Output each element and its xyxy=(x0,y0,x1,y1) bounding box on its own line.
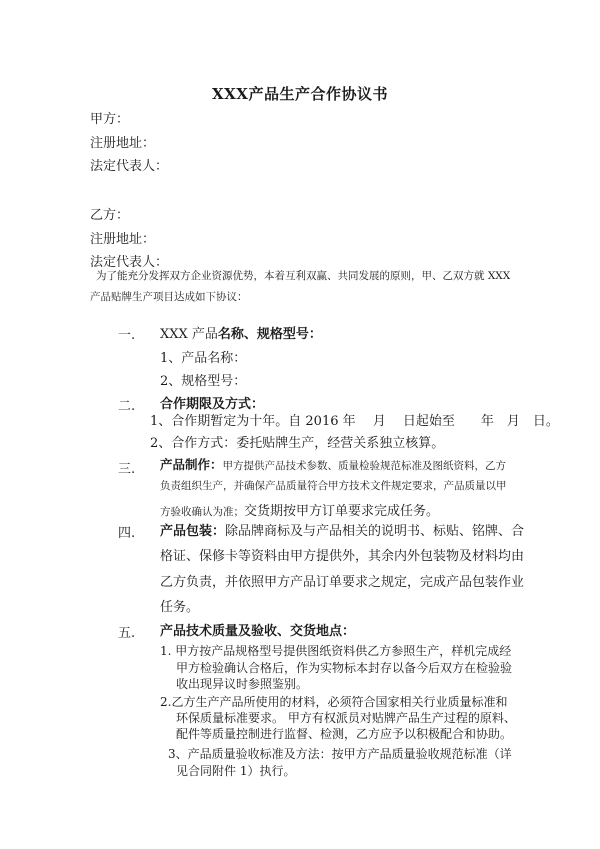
section-5-item-1-line-2: 甲方检验确认合格后，作为实物标本封存以备今后双方在检验验 xyxy=(176,661,513,675)
section-1-item-1: 1、产品名称： xyxy=(160,351,247,366)
party-a-address-label: 注册地址： xyxy=(90,136,156,151)
section-4-line-4: 任务。 xyxy=(160,600,200,615)
party-b-rep-label: 法定代表人： xyxy=(90,255,169,270)
section-5-item-1-line-1: 1. 甲方按产品规格型号提供图纸资料供乙方参照生产，样机完成经 xyxy=(160,644,512,658)
intro-line-1: 为了能充分发挥双方企业资源优势，本着互利双赢、共同发展的原则，甲、乙双方就 XXX xyxy=(96,270,511,282)
party-a-rep-label: 法定代表人： xyxy=(90,159,169,174)
section-2-item-2: 2、合作方式：委托贴牌生产，经营关系独立核算。 xyxy=(150,436,445,451)
section-5-item-1-line-3: 收出现异议时参照鉴别。 xyxy=(176,677,309,691)
section-5-item-2-line-3: 配件等质量控制进行监督、检测，乙方应予以积极配合和协助。 xyxy=(176,727,513,741)
section-2-number: 二. xyxy=(118,399,136,414)
section-1-title xyxy=(160,323,322,342)
section-4-line-1 xyxy=(160,520,524,539)
section-1-title-bold: 名称、规格型号： xyxy=(217,327,322,342)
section-2-title: 合作期限及方式： xyxy=(160,397,265,412)
section-4-line-3: 乙方负责，并依照甲方产品订单要求之规定，完成产品包装作业 xyxy=(160,575,525,590)
section-5-number: 五. xyxy=(118,626,136,641)
section-2-item-1: 1、合作期暂定为十年。自 2016 年 月 日起始至 年 月 日。 xyxy=(150,414,559,429)
intro-line-2: 产品贴牌生产项目达成如下协议： xyxy=(90,291,248,303)
section-5-item-3-line-1: 3、产品质量验收标准及方法：按甲方产品质量验收规范标准（详 xyxy=(168,747,512,761)
section-3-body-3-rest: 交货期按甲方订单要求完成任务。 xyxy=(244,504,440,519)
section-5-item-2-line-1: 2.乙方生产产品所使用的材料，必须符合国家相关行业质量标准和 xyxy=(160,695,508,709)
section-5-item-3-line-2: 见合同附件 1）执行。 xyxy=(176,764,296,778)
section-3-number: 三. xyxy=(118,462,136,477)
section-5-item-2-line-2: 环保质量标准要求。 甲方有权派员对贴牌产品生产过程的原料、 xyxy=(176,711,516,725)
section-3-title: 产品制作： xyxy=(160,457,223,472)
section-3-line-1 xyxy=(160,455,506,473)
section-4-line-2: 格证、保修卡等资料由甲方提供外，其余内外包装物及材料均由 xyxy=(160,549,525,564)
section-1-item-2: 2、规格型号： xyxy=(160,374,247,389)
section-3-body-3-small: 方验收确认为准； xyxy=(160,506,244,518)
section-1-title-prefix: XXX 产品 xyxy=(160,327,218,342)
section-3-line-2: 负责组织生产，并确保产品质量符合甲方技术文件规定要求，产品质量以甲 xyxy=(160,480,507,492)
section-4-body-1: 除品牌商标及与产品相关的说明书、标贴、铭牌、合 xyxy=(225,524,525,539)
section-3-line-3 xyxy=(160,500,439,519)
section-3-body-1: 甲方提供产品技术参数、质量检验规范标准及图纸资料，乙方 xyxy=(222,460,507,472)
section-1-number: 一. xyxy=(118,328,136,343)
section-5-title: 产品技术质量及验收、交货地点： xyxy=(160,624,356,639)
section-4-number: 四. xyxy=(118,526,136,541)
document-title: XXX产品生产合作协议书 xyxy=(212,85,388,103)
section-4-title: 产品包装： xyxy=(160,524,226,539)
party-b-address-label: 注册地址： xyxy=(90,232,156,247)
party-a-label: 甲方： xyxy=(90,112,130,127)
party-b-label: 乙方： xyxy=(90,208,130,223)
